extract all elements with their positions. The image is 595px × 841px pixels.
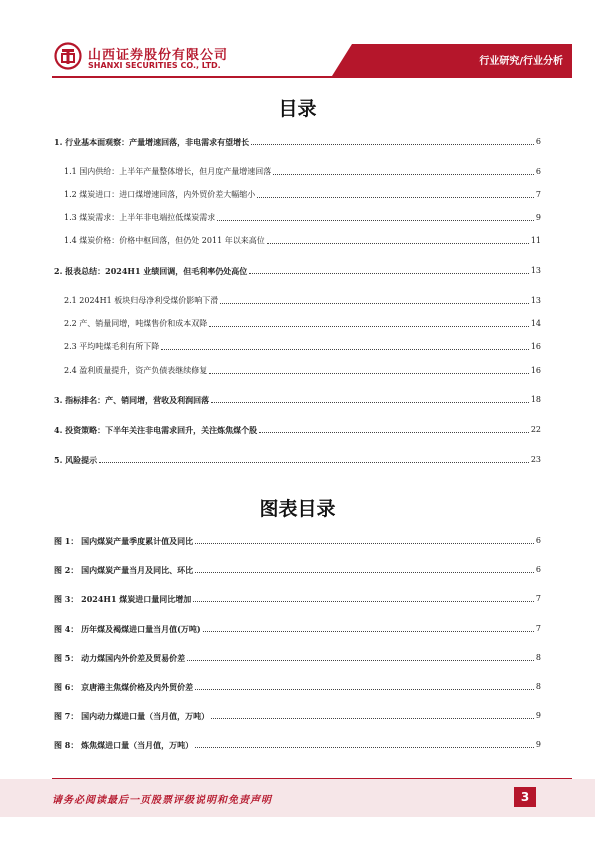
figure-entry[interactable]	[54, 532, 541, 546]
figure-entry[interactable]	[54, 736, 541, 750]
entry-page-number: 16	[530, 366, 541, 375]
toc-entry[interactable]	[54, 421, 541, 435]
entry-page-number: 11	[530, 236, 541, 245]
entry-page-number: 6	[535, 565, 541, 575]
figure-entry[interactable]	[54, 590, 541, 604]
dot-leader	[209, 325, 529, 327]
entry-page-number: 14	[530, 319, 541, 328]
figure-entry[interactable]	[54, 561, 541, 575]
dot-leader	[195, 688, 534, 690]
figure-entry[interactable]	[54, 678, 541, 692]
toc-entry[interactable]	[64, 292, 541, 306]
entry-label: 图 4： 历年煤及褐煤进口量当月值(万吨)	[54, 623, 201, 634]
entry-label: 2. 报表总结：2024H1 业绩回调，但毛利率仍处高位	[54, 266, 248, 276]
dot-leader	[99, 461, 529, 463]
entry-label: 3. 指标排名：产、销同增，营收及利润回落	[54, 395, 210, 405]
toc-entry[interactable]	[54, 391, 541, 405]
entry-label: 4. 投资策略：下半年关注非电需求回升，关注炼焦煤个股	[54, 425, 258, 435]
entry-page-number: 8	[535, 652, 541, 662]
entry-label: 图 5： 动力煤国内外价差及贸易价差	[54, 652, 186, 663]
entry-label: 1.3 煤炭需求：上半年非电端拉低煤炭需求	[64, 213, 216, 222]
entry-label: 图 3： 2024H1 煤炭进口量同比增加	[54, 594, 192, 605]
entry-page-number: 9	[535, 740, 541, 750]
entry-label: 图 2： 国内煤炭产量当月及同比、环比	[54, 565, 194, 576]
entry-page-number: 8	[535, 682, 541, 691]
toc-entry[interactable]	[54, 451, 541, 465]
page-header	[0, 0, 595, 82]
dot-leader	[195, 542, 534, 544]
header-accent-band	[0, 0, 595, 82]
dot-leader	[187, 659, 534, 661]
entry-label: 1.1 国内供给：上半年产量整体增长，但月度产量增速回落	[64, 167, 272, 176]
entry-label: 图 8： 炼焦煤进口量（当月值，万吨）	[54, 740, 194, 751]
entry-page-number: 7	[535, 594, 541, 604]
entry-label: 1. 行业基本面观察：产量增速回落，非电需求有望增长	[54, 137, 250, 147]
entry-label: 2.3 平均吨煤毛利有所下降	[64, 342, 160, 351]
company-name-en: SHANXI SECURITIES CO., LTD.	[88, 61, 221, 70]
entry-label: 2.1 2024H1 板块归母净利受煤价影响下滑	[64, 296, 219, 305]
entry-label: 图 1： 国内煤炭产量季度累计值及同比	[54, 536, 194, 546]
entry-label: 1.4 煤炭价格：价格中枢回落，但仍处 2011 年以来高位	[64, 236, 265, 245]
figure-entry[interactable]	[54, 620, 541, 634]
toc-entry[interactable]	[54, 133, 541, 147]
dot-leader	[211, 717, 534, 719]
figure-entry[interactable]	[54, 649, 541, 663]
entry-label: 图 6： 京唐港主焦煤价格及内外贸价差	[54, 682, 194, 692]
toc-entry[interactable]	[64, 315, 541, 329]
entry-label: 1.2 煤炭进口：进口煤增速回落，内外贸价差大幅缩小	[64, 190, 256, 199]
toc-entry[interactable]	[64, 362, 541, 376]
figure-list-title: 图表目录	[259, 498, 336, 520]
entry-label: 图 7： 国内动力煤进口量（当月值，万吨）	[54, 711, 210, 722]
dot-leader	[249, 272, 529, 274]
toc-entry[interactable]	[64, 163, 541, 177]
dot-leader	[211, 401, 529, 403]
entry-page-number: 22	[530, 425, 541, 434]
figure-entry[interactable]	[54, 707, 541, 721]
entry-page-number: 6	[535, 536, 541, 545]
company-name-cn: 山西证券股份有限公司	[88, 48, 229, 63]
dot-leader	[209, 372, 529, 374]
dot-leader	[259, 431, 529, 433]
disclaimer-text: 请务必阅读最后一页股票评级说明和免责声明	[52, 795, 272, 806]
entry-page-number: 9	[535, 213, 541, 222]
dot-leader	[195, 746, 534, 748]
entry-page-number: 7	[535, 623, 541, 633]
dot-leader	[273, 173, 534, 175]
dot-leader	[161, 348, 529, 350]
toc-entry[interactable]	[54, 262, 541, 276]
dot-leader	[257, 196, 534, 198]
entry-label: 2.4 盈利质量提升，资产负债表继续修复	[64, 366, 208, 375]
dot-leader	[193, 600, 534, 602]
entry-page-number: 13	[530, 296, 541, 305]
toc-title: 目录	[278, 98, 317, 120]
report-category-tag: 行业研究/行业分析	[479, 56, 563, 67]
dot-leader	[217, 219, 534, 221]
dot-leader	[267, 242, 529, 244]
header-divider	[52, 76, 572, 78]
entry-page-number: 6	[535, 167, 541, 176]
toc-entry[interactable]	[64, 186, 541, 200]
entry-page-number: 6	[535, 137, 541, 146]
dot-leader	[203, 630, 534, 632]
entry-page-number: 7	[535, 190, 541, 199]
entry-page-number: 13	[530, 266, 541, 275]
dot-leader	[220, 302, 529, 304]
toc-entry[interactable]	[64, 338, 541, 352]
entry-page-number: 9	[535, 711, 541, 721]
entry-page-number: 18	[530, 395, 541, 404]
toc-entry[interactable]	[64, 232, 541, 246]
toc-entry[interactable]	[64, 209, 541, 223]
page-number: 3	[514, 787, 536, 807]
dot-leader	[251, 143, 534, 145]
dot-leader	[195, 571, 534, 573]
entry-label: 5. 风险提示	[54, 455, 98, 465]
entry-page-number: 23	[530, 455, 541, 464]
entry-page-number: 16	[530, 342, 541, 351]
entry-label: 2.2 产、销量同增，吨煤售价和成本双降	[64, 319, 208, 328]
